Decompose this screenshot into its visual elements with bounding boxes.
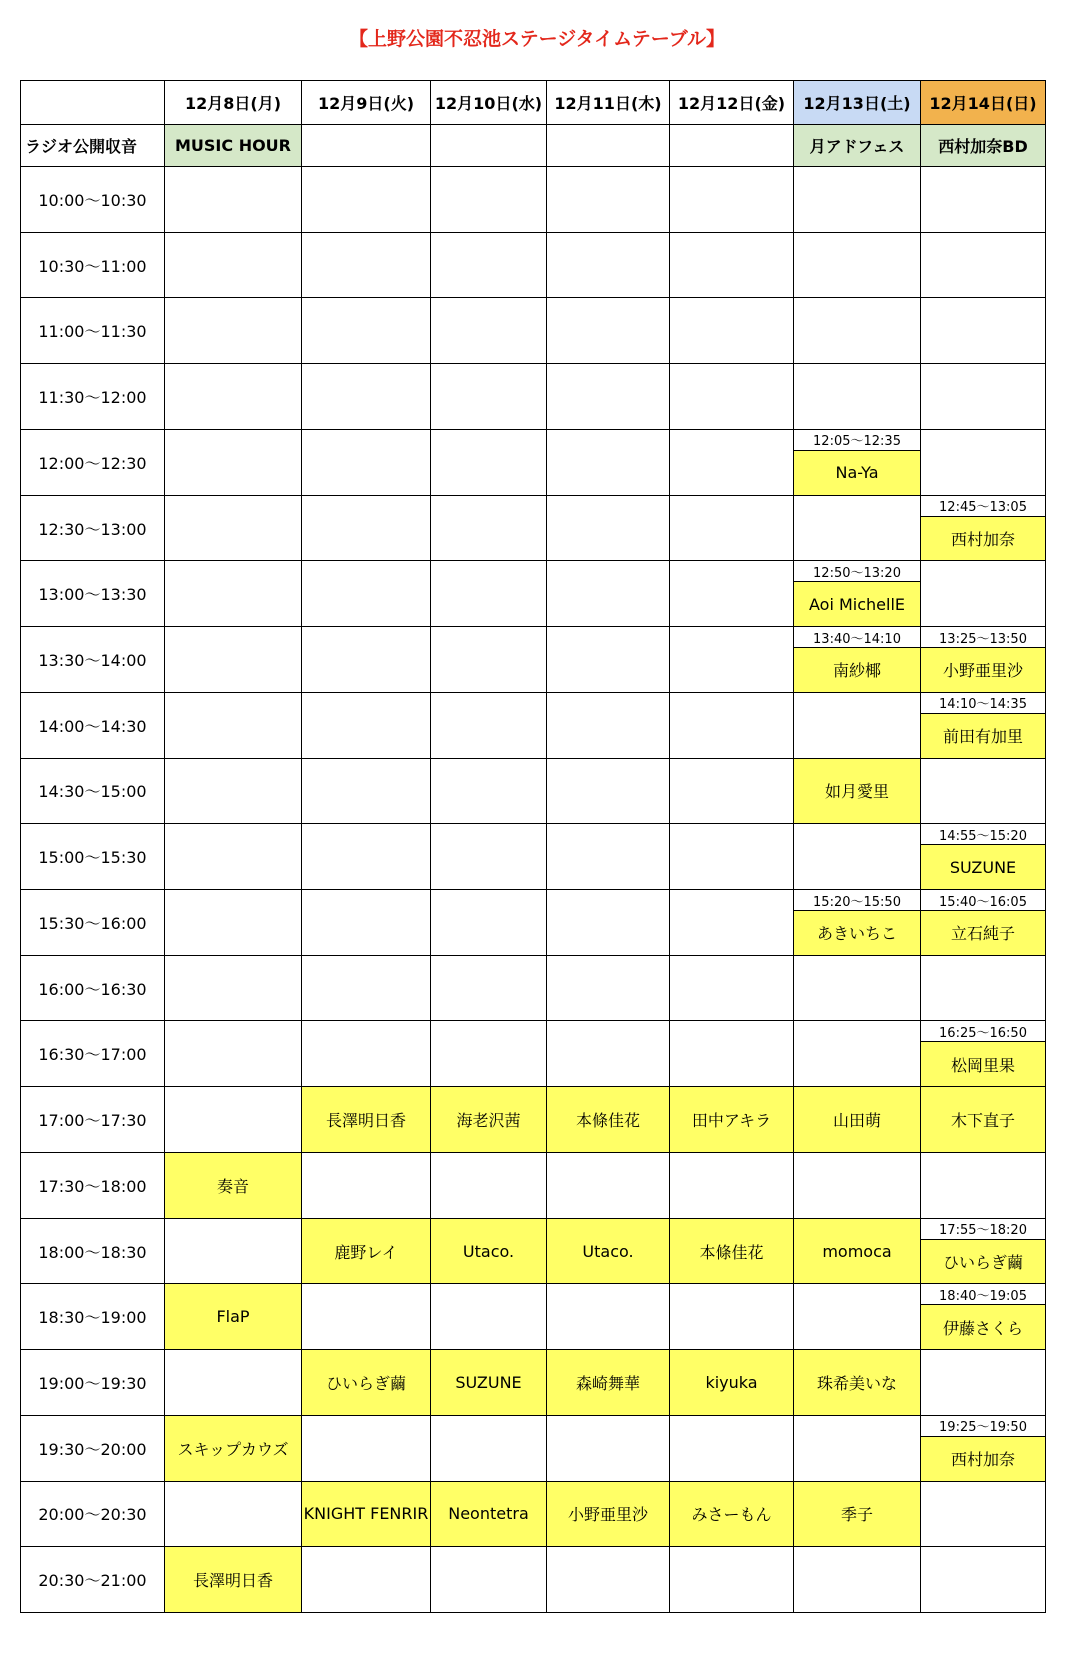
schedule-cell bbox=[164, 495, 302, 562]
schedule-cell bbox=[546, 232, 670, 299]
schedule-cell bbox=[546, 495, 670, 562]
schedule-cell bbox=[920, 758, 1046, 825]
schedule-cell bbox=[301, 955, 431, 1022]
performer-name: 山田萌 bbox=[793, 1086, 921, 1153]
performer-name: 松岡里果 bbox=[920, 1041, 1046, 1087]
schedule-cell bbox=[669, 1546, 794, 1613]
performance-time: 17:55〜18:20 bbox=[920, 1218, 1046, 1240]
schedule-cell bbox=[164, 889, 302, 956]
program-cell: MUSIC HOUR bbox=[164, 124, 302, 167]
performer-name: 海老沢茜 bbox=[430, 1086, 547, 1153]
schedule-cell bbox=[920, 232, 1046, 299]
page-title: 【上野公園不忍池ステージタイムテーブル】 bbox=[348, 28, 725, 50]
performer-name: 西村加奈 bbox=[920, 1436, 1046, 1482]
schedule-cell bbox=[669, 692, 794, 759]
schedule-cell bbox=[920, 1481, 1046, 1548]
schedule-cell bbox=[793, 823, 921, 890]
performance-time: 14:55〜15:20 bbox=[920, 823, 1046, 845]
schedule-cell bbox=[793, 1415, 921, 1482]
schedule-cell bbox=[164, 1349, 302, 1416]
performer-name: kiyuka bbox=[669, 1349, 794, 1416]
schedule-cell bbox=[793, 495, 921, 562]
schedule-cell bbox=[546, 1546, 670, 1613]
performer-name: あきいちこ bbox=[793, 910, 921, 956]
performance-time: 15:20〜15:50 bbox=[793, 889, 921, 911]
schedule-cell bbox=[669, 626, 794, 693]
schedule-cell bbox=[793, 1283, 921, 1350]
time-slot: 12:00〜12:30 bbox=[20, 429, 165, 496]
schedule-cell bbox=[164, 1218, 302, 1285]
schedule-cell bbox=[920, 363, 1046, 430]
schedule-cell bbox=[920, 955, 1046, 1022]
schedule-cell bbox=[164, 363, 302, 430]
time-slot: 19:30〜20:00 bbox=[20, 1415, 165, 1482]
schedule-cell bbox=[164, 626, 302, 693]
schedule-cell bbox=[546, 560, 670, 627]
time-slot: 11:00〜11:30 bbox=[20, 297, 165, 364]
day-header: 12月11日(木) bbox=[546, 80, 670, 125]
performance-time: 12:50〜13:20 bbox=[793, 560, 921, 582]
schedule-cell bbox=[430, 758, 547, 825]
schedule-cell bbox=[669, 1152, 794, 1219]
schedule-cell bbox=[430, 889, 547, 956]
time-slot: 18:30〜19:00 bbox=[20, 1283, 165, 1350]
row-label: ラジオ公開収音 bbox=[20, 124, 165, 167]
schedule-cell bbox=[430, 955, 547, 1022]
schedule-cell bbox=[430, 823, 547, 890]
time-slot: 12:30〜13:00 bbox=[20, 495, 165, 562]
schedule-cell bbox=[920, 1546, 1046, 1613]
performance-time: 12:45〜13:05 bbox=[920, 495, 1046, 517]
performer-name: Aoi MichellE bbox=[793, 581, 921, 627]
performer-name: 小野亜里沙 bbox=[546, 1481, 670, 1548]
performer-name: 長澤明日香 bbox=[301, 1086, 431, 1153]
performer-name: Utaco. bbox=[546, 1218, 670, 1285]
performance-time: 12:05〜12:35 bbox=[793, 429, 921, 451]
schedule-cell bbox=[793, 363, 921, 430]
schedule-cell bbox=[301, 823, 431, 890]
schedule-cell bbox=[793, 166, 921, 233]
time-slot: 16:30〜17:00 bbox=[20, 1020, 165, 1087]
time-slot: 16:00〜16:30 bbox=[20, 955, 165, 1022]
program-cell: 月アドフェス bbox=[793, 124, 921, 167]
day-header: 12月12日(金) bbox=[669, 80, 794, 125]
schedule-cell bbox=[430, 692, 547, 759]
performer-name: 森崎舞華 bbox=[546, 1349, 670, 1416]
performer-name: 田中アキラ bbox=[669, 1086, 794, 1153]
schedule-cell bbox=[669, 560, 794, 627]
schedule-cell bbox=[669, 429, 794, 496]
schedule-cell bbox=[164, 166, 302, 233]
schedule-cell bbox=[546, 626, 670, 693]
schedule-cell bbox=[301, 889, 431, 956]
performer-name: ひいらぎ繭 bbox=[301, 1349, 431, 1416]
schedule-cell bbox=[164, 823, 302, 890]
schedule-cell bbox=[546, 692, 670, 759]
schedule-cell bbox=[301, 166, 431, 233]
schedule-cell bbox=[164, 692, 302, 759]
schedule-cell bbox=[301, 363, 431, 430]
schedule-cell bbox=[920, 1349, 1046, 1416]
schedule-cell bbox=[301, 1283, 431, 1350]
performer-name: 西村加奈 bbox=[920, 516, 1046, 562]
schedule-cell bbox=[301, 1152, 431, 1219]
schedule-cell bbox=[669, 495, 794, 562]
time-slot: 17:30〜18:00 bbox=[20, 1152, 165, 1219]
schedule-cell bbox=[430, 626, 547, 693]
time-slot: 15:00〜15:30 bbox=[20, 823, 165, 890]
schedule-cell bbox=[920, 297, 1046, 364]
schedule-cell bbox=[546, 823, 670, 890]
performance-time: 13:25〜13:50 bbox=[920, 626, 1046, 648]
performer-name: momoca bbox=[793, 1218, 921, 1285]
schedule-cell bbox=[430, 363, 547, 430]
schedule-cell bbox=[164, 429, 302, 496]
schedule-cell bbox=[546, 758, 670, 825]
schedule-cell bbox=[164, 1020, 302, 1087]
schedule-cell bbox=[301, 1415, 431, 1482]
time-slot: 17:00〜17:30 bbox=[20, 1086, 165, 1153]
time-slot: 10:00〜10:30 bbox=[20, 166, 165, 233]
schedule-cell bbox=[920, 429, 1046, 496]
performer-name: 珠希美いな bbox=[793, 1349, 921, 1416]
day-header: 12月14日(日) bbox=[920, 80, 1046, 125]
performer-name: 立石純子 bbox=[920, 910, 1046, 956]
schedule-cell bbox=[301, 560, 431, 627]
time-slot: 13:30〜14:00 bbox=[20, 626, 165, 693]
schedule-cell bbox=[164, 297, 302, 364]
schedule-cell bbox=[164, 1481, 302, 1548]
schedule-cell bbox=[164, 1086, 302, 1153]
schedule-cell bbox=[430, 166, 547, 233]
schedule-cell bbox=[669, 758, 794, 825]
time-slot: 19:00〜19:30 bbox=[20, 1349, 165, 1416]
performer-name: 本條佳花 bbox=[546, 1086, 670, 1153]
schedule-cell bbox=[301, 297, 431, 364]
schedule-cell bbox=[430, 232, 547, 299]
day-header: 12月9日(火) bbox=[301, 80, 431, 125]
schedule-cell bbox=[430, 429, 547, 496]
performer-name: 前田有加里 bbox=[920, 713, 1046, 759]
time-slot: 20:30〜21:00 bbox=[20, 1546, 165, 1613]
schedule-cell bbox=[546, 363, 670, 430]
schedule-cell bbox=[164, 955, 302, 1022]
performer-name: KNIGHT FENRIR bbox=[301, 1481, 431, 1548]
schedule-cell bbox=[793, 297, 921, 364]
performer-name: SUZUNE bbox=[920, 844, 1046, 890]
schedule-cell bbox=[301, 232, 431, 299]
performance-time: 16:25〜16:50 bbox=[920, 1020, 1046, 1042]
time-slot: 14:30〜15:00 bbox=[20, 758, 165, 825]
performance-time: 18:40〜19:05 bbox=[920, 1283, 1046, 1305]
time-slot: 15:30〜16:00 bbox=[20, 889, 165, 956]
schedule-cell bbox=[301, 758, 431, 825]
program-cell: 西村加奈BD bbox=[920, 124, 1046, 167]
schedule-cell bbox=[430, 1020, 547, 1087]
schedule-cell bbox=[546, 955, 670, 1022]
schedule-cell bbox=[301, 495, 431, 562]
schedule-cell bbox=[669, 1415, 794, 1482]
corner-cell bbox=[20, 80, 165, 125]
time-slot: 11:30〜12:00 bbox=[20, 363, 165, 430]
time-slot: 20:00〜20:30 bbox=[20, 1481, 165, 1548]
performer-name: Neontetra bbox=[430, 1481, 547, 1548]
schedule-cell bbox=[669, 166, 794, 233]
performer-name: 長澤明日香 bbox=[164, 1546, 302, 1613]
schedule-cell bbox=[546, 889, 670, 956]
time-slot: 10:30〜11:00 bbox=[20, 232, 165, 299]
performer-name: 奏音 bbox=[164, 1152, 302, 1219]
day-header: 12月8日(月) bbox=[164, 80, 302, 125]
performer-name: 季子 bbox=[793, 1481, 921, 1548]
performer-name: 南紗椰 bbox=[793, 647, 921, 693]
schedule-cell bbox=[430, 495, 547, 562]
performer-name: みさーもん bbox=[669, 1481, 794, 1548]
schedule-cell bbox=[669, 363, 794, 430]
schedule-cell bbox=[669, 889, 794, 956]
schedule-cell bbox=[164, 232, 302, 299]
schedule-cell bbox=[430, 1283, 547, 1350]
program-cell bbox=[546, 124, 670, 167]
schedule-cell bbox=[430, 297, 547, 364]
performance-time: 14:10〜14:35 bbox=[920, 692, 1046, 714]
performer-name: ひいらぎ繭 bbox=[920, 1239, 1046, 1285]
schedule-cell bbox=[164, 560, 302, 627]
day-header: 12月10日(水) bbox=[430, 80, 547, 125]
schedule-cell bbox=[301, 429, 431, 496]
schedule-cell bbox=[546, 429, 670, 496]
schedule-cell bbox=[430, 1546, 547, 1613]
schedule-cell bbox=[546, 1283, 670, 1350]
schedule-cell bbox=[669, 1020, 794, 1087]
program-cell bbox=[301, 124, 431, 167]
schedule-cell bbox=[920, 1152, 1046, 1219]
performer-name: 如月愛里 bbox=[793, 758, 921, 825]
schedule-cell bbox=[546, 166, 670, 233]
time-slot: 13:00〜13:30 bbox=[20, 560, 165, 627]
performer-name: 伊藤さくら bbox=[920, 1304, 1046, 1350]
schedule-cell bbox=[793, 1546, 921, 1613]
schedule-cell bbox=[546, 1020, 670, 1087]
schedule-cell bbox=[669, 955, 794, 1022]
performance-time: 13:40〜14:10 bbox=[793, 626, 921, 648]
schedule-cell bbox=[301, 692, 431, 759]
performance-time: 19:25〜19:50 bbox=[920, 1415, 1046, 1437]
program-cell bbox=[430, 124, 547, 167]
schedule-cell bbox=[920, 166, 1046, 233]
performer-name: Na-Ya bbox=[793, 450, 921, 496]
schedule-cell bbox=[430, 1415, 547, 1482]
performer-name: SUZUNE bbox=[430, 1349, 547, 1416]
schedule-cell bbox=[430, 1152, 547, 1219]
schedule-cell bbox=[669, 297, 794, 364]
schedule-cell bbox=[164, 758, 302, 825]
schedule-cell bbox=[669, 1283, 794, 1350]
schedule-cell bbox=[430, 560, 547, 627]
time-slot: 18:00〜18:30 bbox=[20, 1218, 165, 1285]
schedule-cell bbox=[793, 232, 921, 299]
day-header: 12月13日(土) bbox=[793, 80, 921, 125]
schedule-cell bbox=[546, 1415, 670, 1482]
performance-time: 15:40〜16:05 bbox=[920, 889, 1046, 911]
program-cell bbox=[669, 124, 794, 167]
performer-name: 小野亜里沙 bbox=[920, 647, 1046, 693]
schedule-cell bbox=[669, 232, 794, 299]
schedule-cell bbox=[301, 1020, 431, 1087]
schedule-cell bbox=[920, 560, 1046, 627]
performer-name: Utaco. bbox=[430, 1218, 547, 1285]
schedule-cell bbox=[546, 297, 670, 364]
schedule-cell bbox=[301, 626, 431, 693]
schedule-cell bbox=[793, 1152, 921, 1219]
schedule-cell bbox=[301, 1546, 431, 1613]
time-slot: 14:00〜14:30 bbox=[20, 692, 165, 759]
schedule-cell bbox=[546, 1152, 670, 1219]
schedule-cell bbox=[793, 692, 921, 759]
performer-name: 木下直子 bbox=[920, 1086, 1046, 1153]
schedule-cell bbox=[793, 955, 921, 1022]
performer-name: 本條佳花 bbox=[669, 1218, 794, 1285]
performer-name: スキップカウズ bbox=[164, 1415, 302, 1482]
performer-name: FlaP bbox=[164, 1283, 302, 1350]
schedule-cell bbox=[793, 1020, 921, 1087]
schedule-cell bbox=[669, 823, 794, 890]
performer-name: 鹿野レイ bbox=[301, 1218, 431, 1285]
